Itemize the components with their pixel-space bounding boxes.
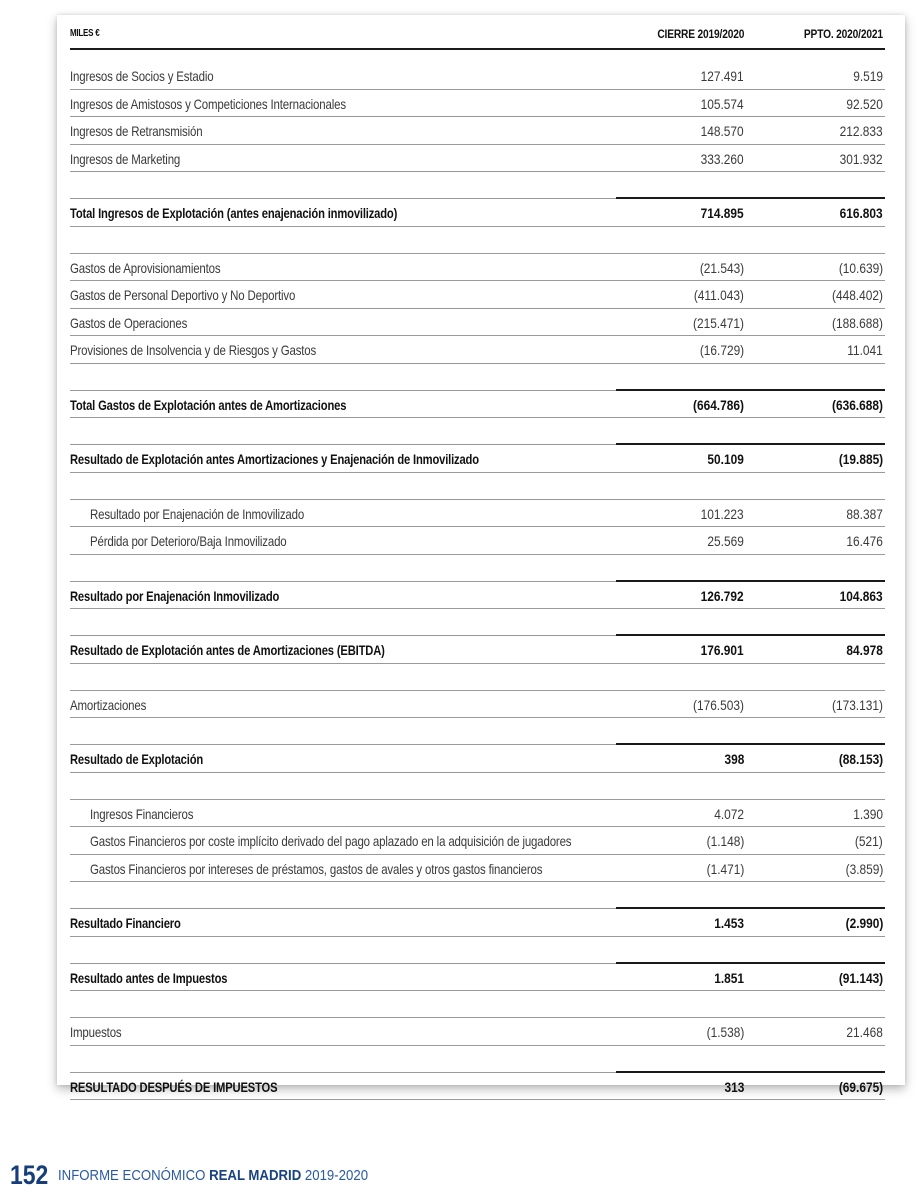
value-ppto: (188.688) [832, 314, 883, 331]
value-cierre: 127.491 [700, 68, 744, 84]
table-row [70, 800, 885, 828]
value-ppto: (173.131) [832, 696, 883, 713]
value-cierre: 398 [724, 751, 744, 767]
row-label: Ingresos de Marketing [70, 150, 181, 167]
total-row-operating-result [70, 744, 885, 773]
page-number: 152 [10, 1160, 49, 1190]
report-title-prefix: INFORME ECONÓMICO [57, 1167, 209, 1184]
value-ppto: 92.520 [846, 95, 883, 112]
value-ppto: 16.476 [846, 533, 883, 549]
row-label: Amortizaciones [70, 696, 147, 713]
value-ppto: 212.833 [839, 123, 883, 139]
row-label: Pérdida por Deterioro/Baja Inmovilizado [90, 533, 287, 549]
value-cierre: (215.471) [693, 314, 744, 331]
value-ppto: 11.041 [847, 342, 883, 358]
table-row [70, 336, 885, 364]
total-row-disposal [70, 581, 885, 610]
row-label: Resultado por Enajenación de Inmovilizado [90, 505, 305, 522]
value-cierre: 126.792 [700, 587, 744, 604]
total-row-operating-before [70, 444, 885, 473]
value-ppto: (88.153) [838, 751, 883, 767]
value-ppto: 88.387 [846, 505, 883, 522]
value-ppto: (2.990) [845, 915, 883, 931]
table-row-amortizations [70, 691, 885, 719]
value-cierre: 105.574 [700, 95, 744, 112]
table-header [70, 15, 885, 50]
value-cierre: (1.148) [706, 833, 744, 849]
value-cierre: (1.538) [706, 1024, 744, 1040]
row-label: Resultado antes de Impuestos [70, 969, 228, 986]
row-label: Ingresos de Amistosos y Competiciones Internacionales [70, 95, 346, 112]
value-ppto: 9.519 [853, 68, 883, 84]
report-title [58, 1167, 368, 1184]
report-title-club: REAL MADRID [208, 1167, 301, 1184]
table-row [70, 145, 885, 173]
table-row [70, 309, 885, 337]
total-row-ebitda [70, 635, 885, 664]
table-row [70, 500, 885, 528]
table-row [70, 827, 885, 855]
unit-label: MILES € [70, 28, 100, 39]
row-label: Gastos de Personal Deportivo y No Deportivo [70, 287, 296, 303]
column-header-cierre: CIERRE 2019/2020 [657, 27, 744, 41]
value-ppto: 104.863 [839, 587, 883, 604]
page-footer [10, 1160, 410, 1191]
total-row-income [70, 198, 885, 227]
value-cierre: 714.895 [700, 205, 744, 221]
total-row-financial [70, 908, 885, 937]
table-row [70, 281, 885, 309]
row-label: Provisiones de Insolvencia y de Riesgos y Gastos [70, 342, 317, 358]
value-cierre: 101.223 [700, 505, 744, 522]
row-label: Resultado por Enajenación Inmovilizado [70, 587, 280, 604]
row-label: Total Gastos de Explotación antes de Amortizaciones [70, 396, 347, 413]
value-ppto: 84.978 [846, 642, 883, 658]
value-cierre: (176.503) [693, 696, 744, 713]
row-label: Resultado de Explotación [70, 751, 204, 767]
value-ppto: 616.803 [839, 205, 883, 221]
report-title-season: 2019-2020 [300, 1167, 368, 1184]
row-label: Gastos Financieros por coste implícito derivado del pago aplazado en la adquisición de jugadores [90, 833, 572, 849]
value-cierre: 4.072 [714, 805, 744, 822]
table-row [70, 254, 885, 282]
column-header-ppto: PPTO. 2020/2021 [804, 27, 883, 41]
value-cierre: (1.471) [706, 860, 744, 877]
total-row-expenses [70, 390, 885, 419]
table-row [70, 855, 885, 883]
value-ppto: (448.402) [832, 287, 883, 303]
row-label: Gastos Financieros por intereses de préstamos, gastos de avales y otros gastos financieros [90, 860, 543, 877]
table-row [70, 62, 885, 90]
value-ppto: (3.859) [845, 860, 883, 877]
row-label: Impuestos [70, 1024, 122, 1040]
value-cierre: (411.043) [693, 287, 744, 303]
value-cierre: 148.570 [700, 123, 744, 139]
row-label: Resultado de Explotación antes Amortizaciones y Enajenación de Inmovilizado [70, 451, 479, 467]
value-ppto: 301.932 [839, 150, 883, 167]
value-ppto: (69.675) [838, 1078, 883, 1095]
value-cierre: 50.109 [707, 451, 744, 467]
value-cierre: 176.901 [700, 642, 744, 658]
table-row [70, 117, 885, 145]
row-label: Gastos de Aprovisionamientos [70, 259, 221, 276]
value-cierre: 25.569 [707, 533, 744, 549]
total-row-pre-tax [70, 963, 885, 992]
row-label: Ingresos de Socios y Estadio [70, 68, 214, 84]
value-cierre: (16.729) [699, 342, 744, 358]
value-cierre: 1.453 [714, 915, 744, 931]
table-row [70, 527, 885, 555]
income-statement-card [57, 15, 905, 1095]
value-cierre: (664.786) [693, 396, 744, 413]
row-label: Total Ingresos de Explotación (antes enajenación inmovilizado) [70, 205, 398, 221]
row-label: Ingresos Financieros [90, 805, 194, 822]
total-row-after-tax [70, 1072, 885, 1101]
value-ppto: (91.143) [838, 969, 883, 986]
value-ppto: (521) [855, 833, 883, 849]
value-ppto: (10.639) [838, 259, 883, 276]
value-cierre: 313 [724, 1078, 744, 1095]
income-statement-table [70, 15, 885, 1100]
value-ppto: 1.390 [853, 805, 883, 822]
value-ppto: (19.885) [838, 451, 883, 467]
value-cierre: (21.543) [699, 259, 744, 276]
row-label: Resultado de Explotación antes de Amortizaciones (EBITDA) [70, 642, 385, 658]
table-row [70, 90, 885, 118]
row-label: Resultado Financiero [70, 915, 181, 931]
row-label: RESULTADO DESPUÉS DE IMPUESTOS [70, 1078, 278, 1095]
value-cierre: 333.260 [700, 150, 744, 167]
value-ppto: 21.468 [846, 1024, 883, 1040]
table-row-taxes [70, 1018, 885, 1046]
row-label: Gastos de Operaciones [70, 314, 188, 331]
value-ppto: (636.688) [832, 396, 883, 413]
value-cierre: 1.851 [714, 969, 744, 986]
row-label: Ingresos de Retransmisión [70, 123, 203, 139]
